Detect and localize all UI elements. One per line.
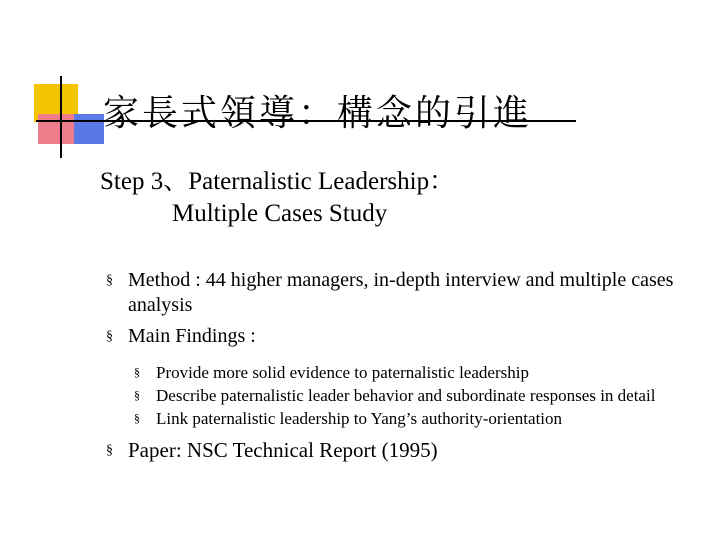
- decor-blue-square: [74, 114, 104, 144]
- subtitle-line-1: Step 3、Paternalistic Leadership：: [100, 168, 455, 195]
- sub-bullet-list: [134, 361, 696, 430]
- subtitle-line-2: Multiple Cases Study: [172, 200, 388, 227]
- bullet-marker: §: [106, 329, 113, 344]
- decor-pink-square: [38, 114, 76, 144]
- bullet-paper: [106, 438, 696, 463]
- bullet-list: [106, 268, 696, 469]
- sub-bullet-text: Describe paternalistic leader behavior and subordinate responses in detail: [156, 386, 656, 405]
- bullet-main-findings: [106, 324, 696, 349]
- bullet-text: Main Findings :: [128, 325, 256, 347]
- sub-bullet-item: [134, 361, 696, 384]
- sub-bullet-marker: §: [134, 388, 140, 402]
- slide-subtitle: [100, 166, 454, 230]
- sub-bullet-text: Provide more solid evidence to paternalistic leadership: [156, 363, 529, 382]
- sub-bullet-marker: §: [134, 411, 140, 425]
- bullet-marker: §: [106, 443, 113, 458]
- decor-vertical-line: [60, 76, 62, 158]
- bullet-method: [106, 268, 696, 318]
- bullet-text: Method : 44 higher managers, in-depth interview and multiple cases analysis: [128, 269, 674, 316]
- sub-bullet-text: Link paternalistic leadership to Yang’s authority-orientation: [156, 409, 563, 428]
- bullet-text: Paper: NSC Technical Report (1995): [128, 438, 438, 462]
- sub-bullet-item: [134, 384, 696, 407]
- bullet-marker: §: [106, 273, 113, 288]
- slide-title: 家長式領導：構念的引進: [103, 93, 533, 134]
- sub-bullet-marker: §: [134, 365, 140, 379]
- sub-bullet-item: [134, 407, 696, 430]
